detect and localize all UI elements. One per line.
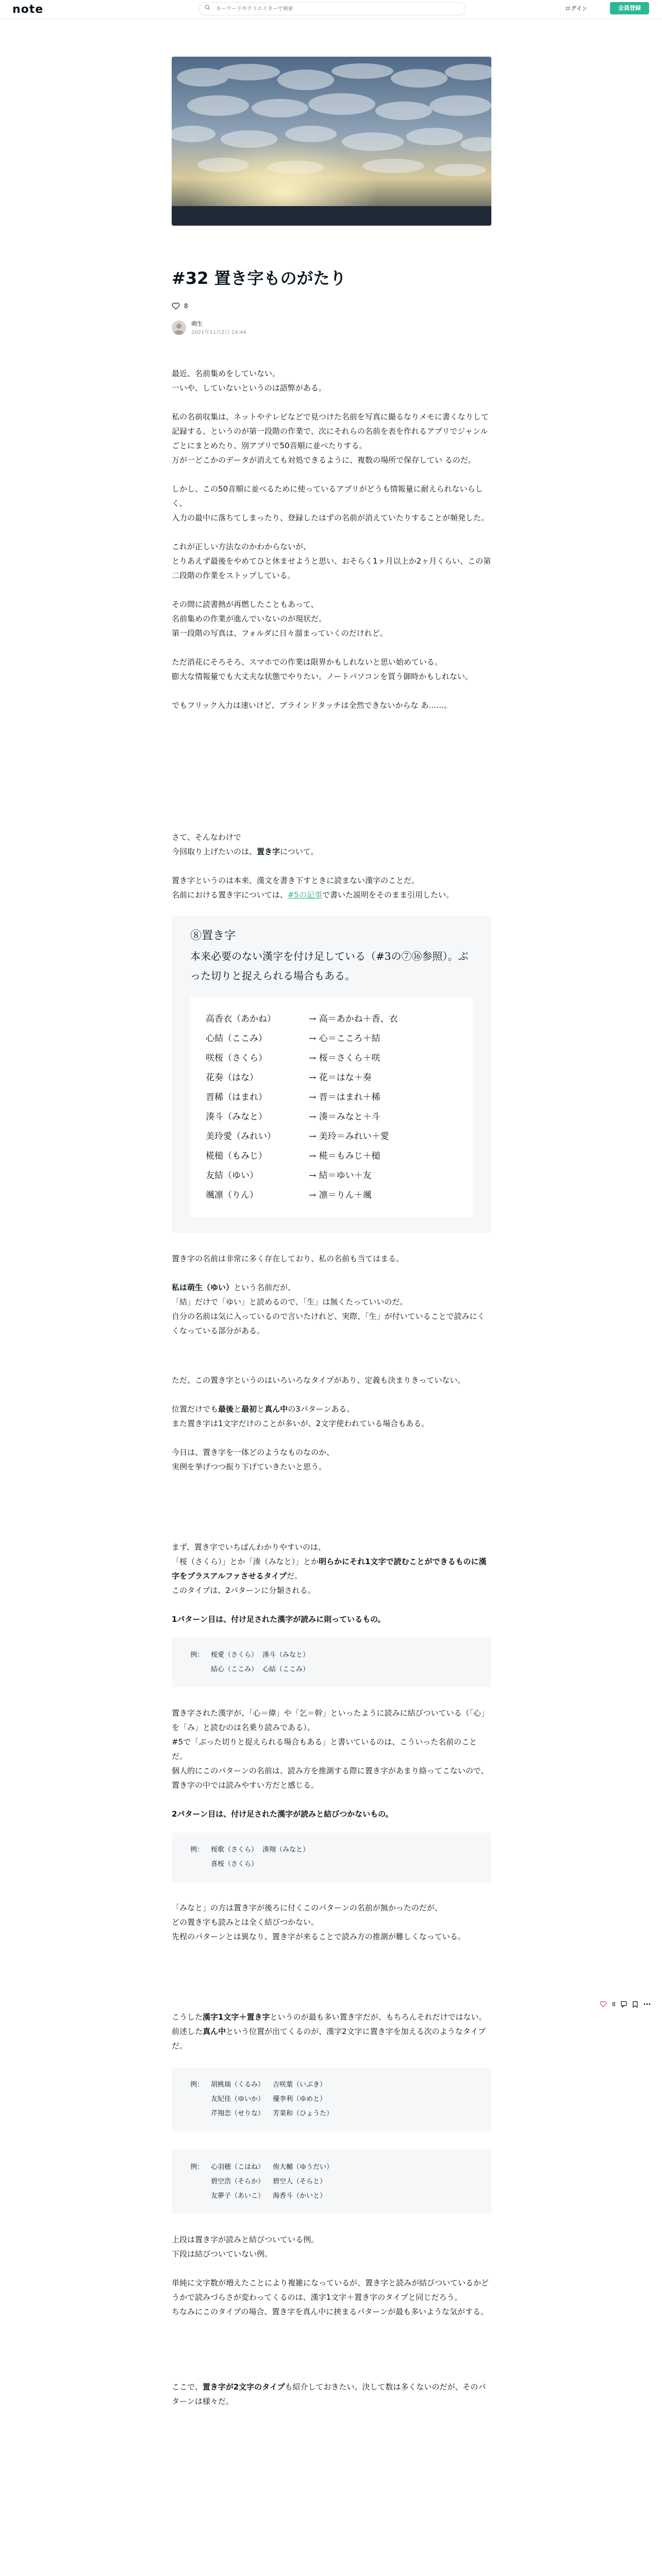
paragraph: 位置だけでも最後と最初と真ん中の3パターンある。 また置き字は1文字だけのことが多いが、2文字使われている場合もある。 (172, 1404, 429, 1428)
quote-title: ⑧置き字 (190, 929, 236, 942)
comment-icon[interactable] (621, 2001, 627, 2008)
spacer (172, 727, 491, 830)
search-input[interactable] (215, 4, 454, 13)
paragraph: その間に読書熱が再燃したこともあって、 名前集めの作業が進んでいないのが現状だ。 第一段階の写真は、フォルダに日々溜まっていくのだけれど。 (172, 600, 388, 638)
paragraph: ただ、この置き字というのはいろいろなタイプがあり、定義も決まりきっていない。 (172, 1376, 466, 1385)
paragraph: ここで、置き字が2文字のタイプも紹介しておきたい。決して数は多くないのだが、そのパターンは様々だ。 (172, 2382, 486, 2406)
article-body (172, 366, 491, 2409)
article-link[interactable]: #5の記事 (287, 890, 322, 900)
list-item: 椛槌（もみじ） → 椛＝もみじ＋槌 (206, 1151, 380, 1161)
paragraph: 最近、名前集めをしていない。 一いや、していないというのは語弊がある。 (172, 369, 326, 393)
list-item: 美玲愛（みれい） → 美玲＝みれい＋愛 (206, 1131, 389, 1142)
list-item: 高香衣（あかね） → 高＝あかね＋香、衣 (206, 1014, 398, 1024)
example-block: 例： 心羽穂（こはね） 侑大輔（ゆうだい） 碧空浩（そらか） 碧空人（そらと） 友夢子（あいこ） 海香斗（かいと） (172, 2150, 491, 2214)
like-area (172, 301, 491, 311)
example-block: 例： 胡桃瑞（くるみ） 吉咲葉（いぶき） 友紀佳（ゆいか） 優李利（ゆめと） 芹翔恋（せりな） 芳菜和（ひょうた） (172, 2067, 491, 2131)
note-logo[interactable]: note (12, 3, 44, 16)
publish-date: 2021年11月2日 14:44 (191, 330, 246, 335)
paragraph: こうした漢字1文字＋置き字というのが最も多い置き字だが、もちろんそれだけではない。 前述した真ん中という位置が出てくるのが、漢字2文字に置き字を加える次のようなタイプだ。 (172, 2012, 487, 2050)
like-count: 8 (184, 302, 188, 310)
floating-action-bar (600, 1998, 651, 2010)
section-heading: 2パターン目は、付け足された漢字が読みと結びつかないもの。 (172, 1809, 393, 1819)
paragraph: ただ消花にそろそろ、スマホでの作業は限界かもしれないと思い始めている。 膨大な情報量でも大丈夫な状態でやりたい。ノートパソコンを買う御時かもしれない。 (172, 657, 473, 681)
kanji-table (190, 997, 473, 1217)
paragraph: 「みなと」の方は置き字が後ろに付くこのパターンの名前が無かったのだが、 どの置き字も読みとは全く結びつかない。 先程のパターンとは異なり、置き字が来ることで読み方の推測が難しくなっている。 (172, 1903, 466, 1941)
list-item: 心結（ここみ） → 心＝こころ＋結 (206, 1033, 380, 1044)
hero-image (172, 57, 491, 226)
list-item: 晋稀（はまれ） → 晋＝はまれ＋稀 (206, 1092, 380, 1103)
heart-icon[interactable] (172, 302, 180, 310)
bookmark-icon[interactable] (632, 2001, 638, 2008)
list-item: 湊斗（みなと） → 湊＝みなと＋斗 (206, 1112, 380, 1122)
paragraph: 置き字の名前は非常に多く存在しており、私の名前も当てはまる。 (172, 1254, 404, 1263)
signup-button[interactable]: 会員登録 (610, 2, 649, 14)
like-count: 8 (612, 2001, 616, 2008)
search-box[interactable] (199, 2, 466, 15)
list-item: 咲桜（さくら） → 桜＝さくら＋咲 (206, 1053, 380, 1063)
paragraph: でもフリック入力は速いけど、ブラインドタッチは全然できないからな あ……。 (172, 701, 452, 710)
paragraph: 私は萌生（ゆい）という名前だが、 「結」だけで「ゆい」と読めるので、「生」は無くたっていいのだ。 自分の名前は気に入っているので言いたけれど、実際、「生」が付いていることで読みにくくなっている部分がある。 (172, 1283, 485, 1335)
article-title: #32 置き字ものがたり (172, 268, 346, 288)
article (172, 57, 491, 2423)
quote-text: 本来必要のない漢字を付け足している（#3の⑦⑯参照）。ぶった切りと捉えられる場合もある。 (190, 950, 469, 982)
author-name[interactable]: 萌生 (191, 320, 203, 327)
paragraph: 今日は、置き字を一体どのようなものなのか、 実例を挙げつつ振り下げていきたいと思う。 (172, 1448, 335, 1471)
paragraph: 置き字された漢字が、「心＝偉」や「乞＝幹」といったように読みに結びついている（「心」を「み」と読むのは名乗り読みである）。 #5で「ぶった切りと捉えられる場合もある」と書いているのは、こういった名前のことだ。 個人的にこのパターンの名前は、読み方を推測する際に置き字があまり絡ってこないので、置き字の中では読みやすい方だと感じる。 (172, 1708, 489, 1790)
paragraph: しかし、この50音順に並べるために使っているアプリがどうも情報量に耐えられないらしく、 入力の最中に落ちてしまったり、登録したはずの名前が消えていたりすることが頻発した。 (172, 484, 489, 522)
paragraph: 単純に文字数が増えたことにより複雑になっているが、置き字と読みが結びついているかどうかで読みづらさが変わってくるのは、漢字1文字＋置き字のタイプと同じだろう。 ちなみにこのタイプの場合、置き字を真ん中に挟まるパターンが最も多いような気がする。 (172, 2278, 489, 2316)
avatar[interactable] (172, 320, 186, 335)
example-block: 例： 桜愛（さくら） 湊斗（みなと） 結心（ここみ） 心結（ここみ） (172, 1638, 491, 1687)
paragraph: まず、置き字でいちばんわかりやすいのは、 「桜（さくら）」とか「湊（みなと）」とか明らかにそれ1文字で読むことができるものに漢字をプラスアルファさせるタイプだ。 このタイプは、2パターンに分類される。 (172, 1543, 487, 1595)
example-block: 例： 桜歌（さくら） 湊翔（みなと） 喜桜（さくら） (172, 1833, 491, 1882)
paragraph: 置き字というのは本来、漢文を書き下すときに読まない漢字のことだ。 名前における置き字については、#5の記事で書いた説明をそのまま引用したい。 (172, 876, 454, 900)
site-header (0, 0, 662, 19)
more-icon[interactable] (643, 2003, 651, 2005)
list-item: 花奏（はな） → 花＝はな＋奏 (206, 1073, 372, 1083)
author-info[interactable] (172, 319, 491, 335)
list-item: 颯凛（りん） → 凛＝りん＋颯 (206, 1190, 372, 1200)
paragraph: これが正しい方法なのかわからないが、 とりあえず最後をやめてひと休ませようと思い、おそらく1ヶ月以上か2ヶ月くらい、この第二段階の作業をストップしている。 (172, 542, 491, 580)
paragraph: 上段は置き字が読みと結びついている例。 下段は結びついていない例。 (172, 2235, 319, 2259)
search-icon (205, 5, 210, 10)
quote-block (172, 916, 491, 1233)
paragraph: 私の名前収集は、ネットやテレビなどで見つけた名前を写真に撮るなりメモに書くなりして記録する、というのが第一段階の作業で、次にそれらの名前を表を作れるアプリでジャンルごとにまとめたり、別アプリで50音順に並べたりする。 万が一どこかのデータが消えても対処できるように、複数の場所で保存してい るのだ。 (172, 412, 489, 465)
paragraph: さて、そんなわけで 今回取り上げたいのは、置き字について。 (172, 833, 319, 856)
section-heading: 1パターン目は、付け足された漢字が読みに則っているもの。 (172, 1615, 386, 1624)
list-item: 友結（ゆい） → 結＝ゆい＋友 (206, 1171, 372, 1181)
login-link[interactable]: ログイン (565, 5, 588, 12)
heart-icon[interactable] (600, 2001, 607, 2007)
